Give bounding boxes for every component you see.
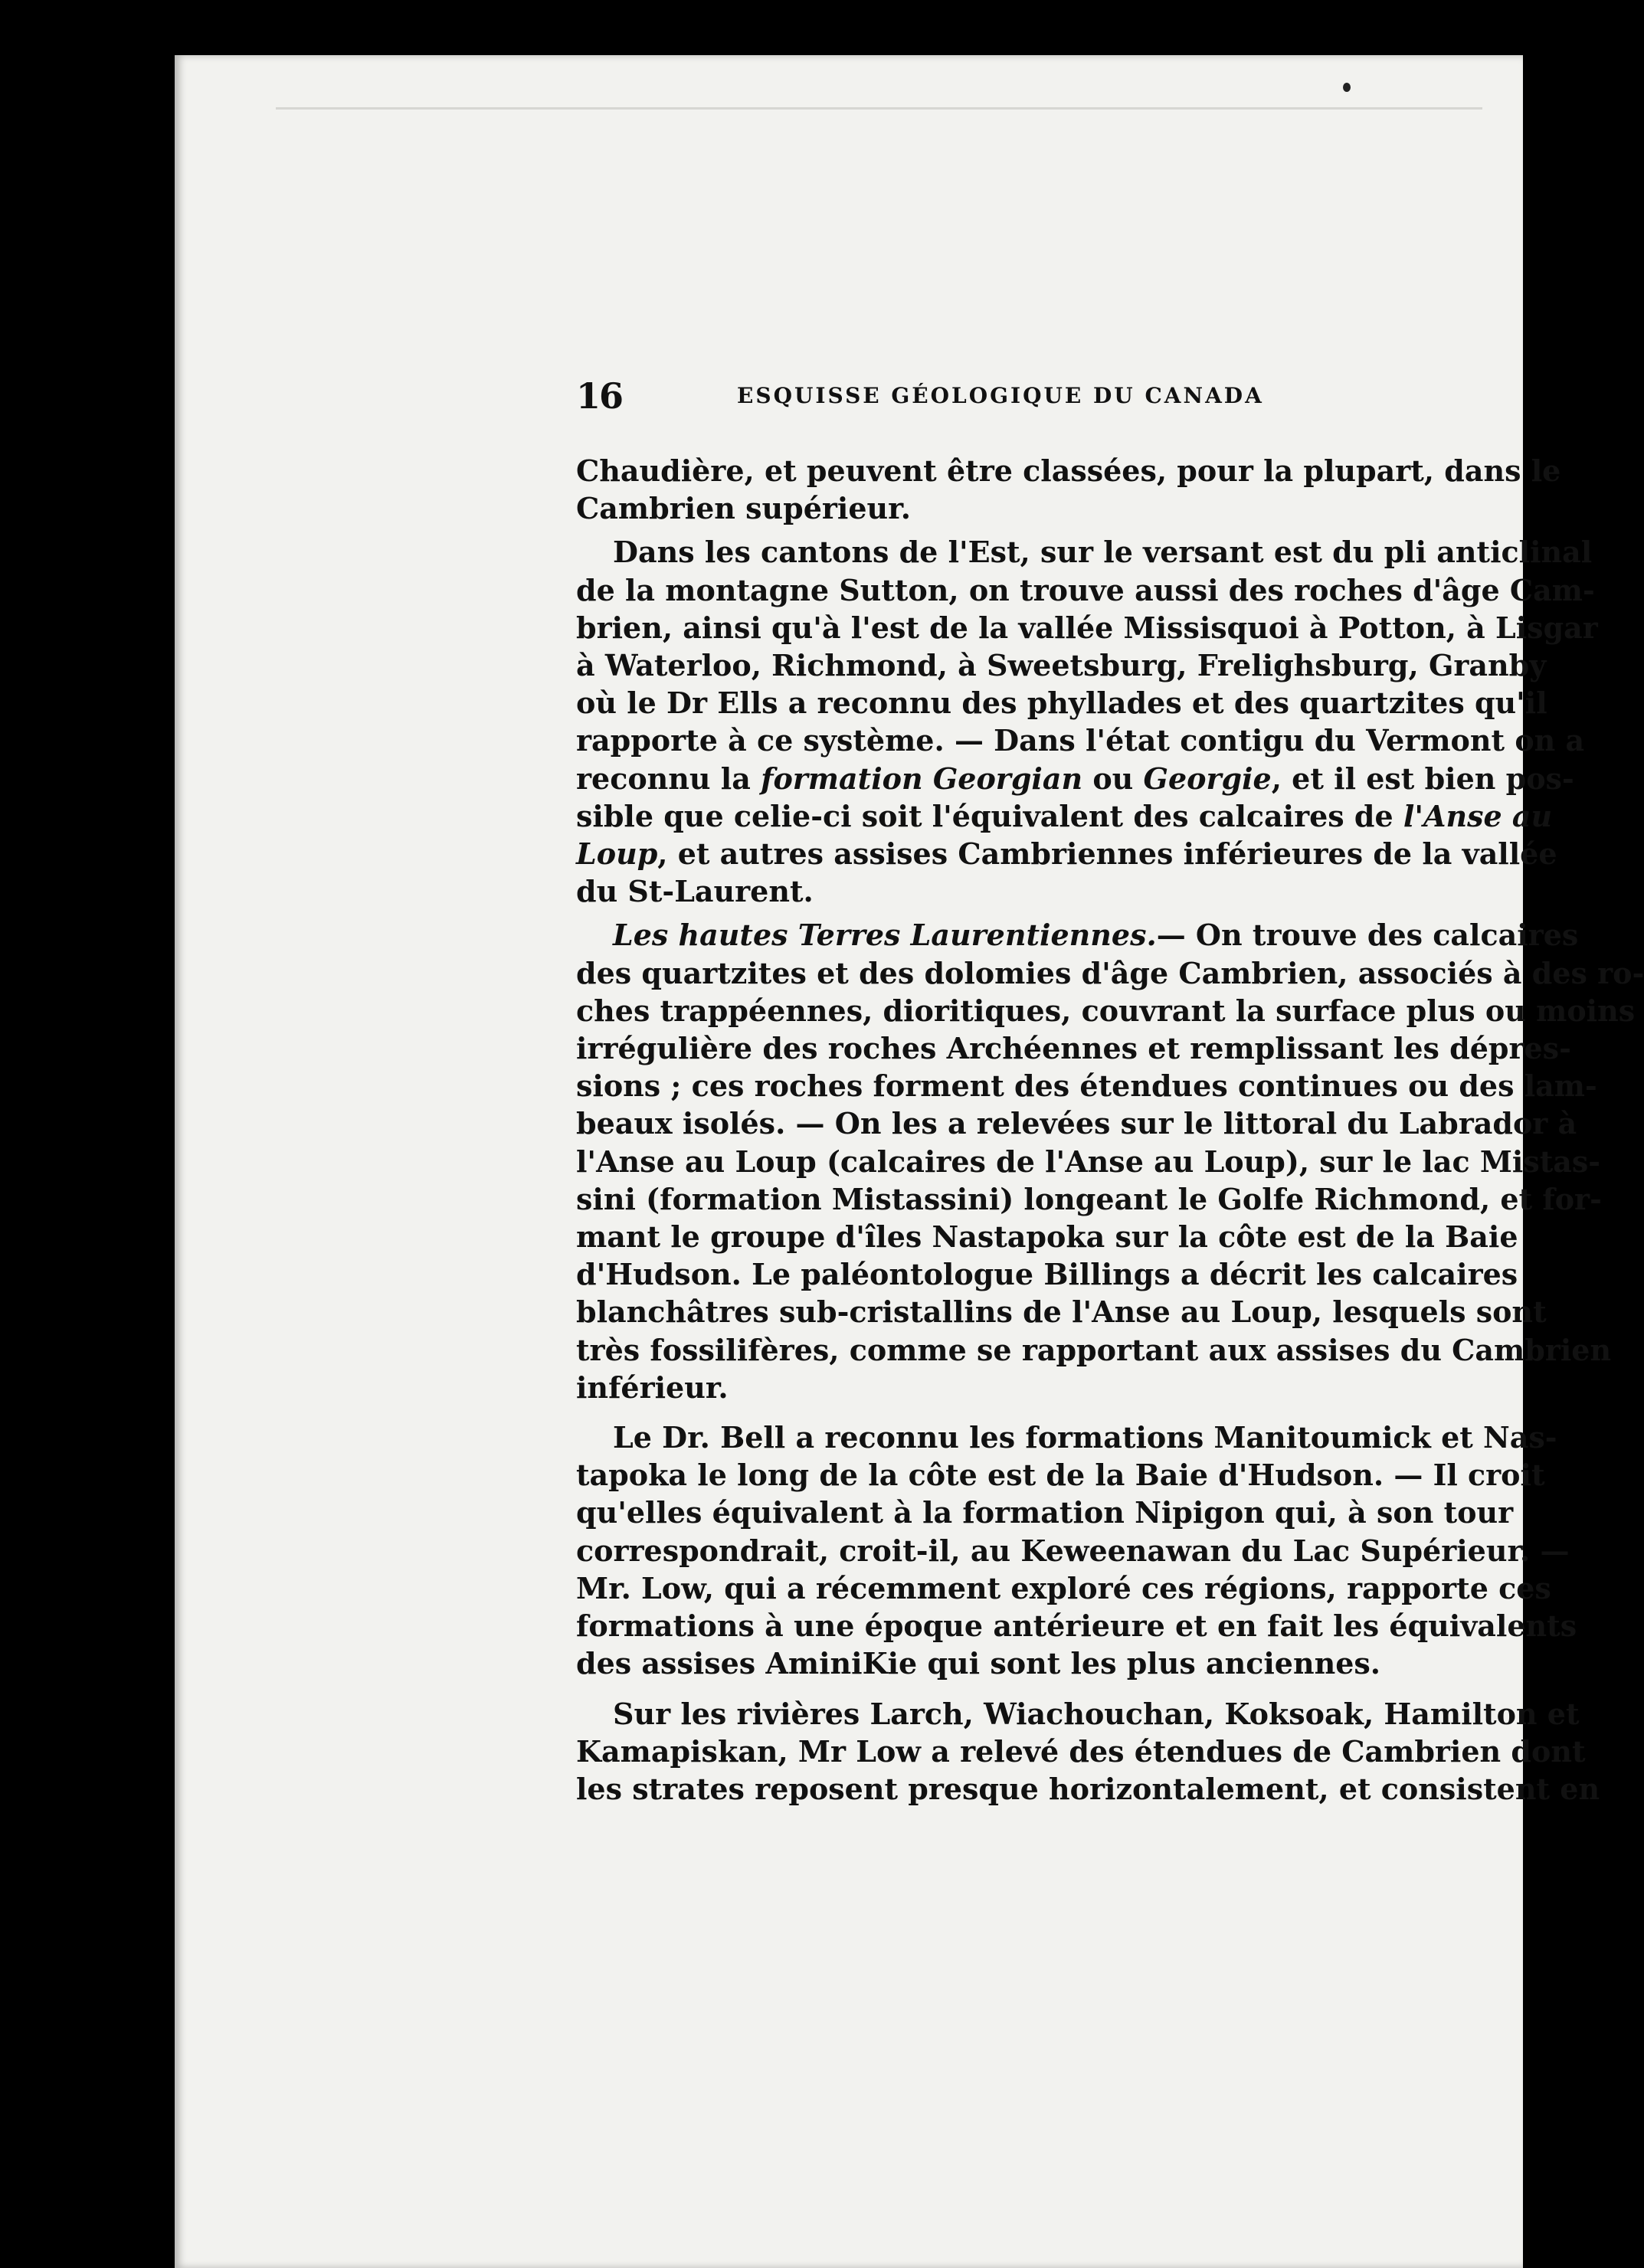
italic-run: formation Georgian (761, 761, 1083, 796)
italic-run: Loup (576, 836, 658, 872)
italic-run: Les hautes Terres Laurentiennes. (613, 918, 1157, 953)
text-line: beaux isolés. — On les a relevées sur le littoral du Labrador à (576, 1106, 1577, 1141)
text-line: où le Dr Ells a reconnu des phyllades et des quartzites qu'il (576, 686, 1547, 721)
text-line: correspondrait, croit-il, au Keweenawan du Lac Supérieur. — (576, 1533, 1570, 1568)
text-line: irrégulière des roches Archéennes et remplissant les dépres- (576, 1031, 1571, 1066)
text-line: rapporte à ce système. — Dans l'état contigu du Vermont on a (576, 723, 1585, 758)
text-line: du St-Laurent. (576, 874, 814, 909)
text-line: sions ; ces roches forment des étendues continues ou des lam- (576, 1069, 1597, 1104)
text-line: mant le groupe d'îles Nastapoka sur la côte est de la Baie (576, 1219, 1518, 1255)
text-line: des quartzites et des dolomies d'âge Cambrien, associés à des ro- (576, 955, 1644, 990)
text-line (576, 916, 1579, 954)
text-run: sible que celie-ci soit l'équivalent des calcaires de (576, 798, 1403, 833)
text-run: — On trouve des calcaires (1156, 918, 1579, 953)
page-edge-line (276, 107, 1482, 110)
text-line (576, 760, 1574, 797)
text-line: brien, ainsi qu'à l'est de la vallée Missisquoi à Potton, à Lisgar (576, 610, 1598, 645)
scan-speck (1343, 83, 1351, 92)
text-run: reconnu la (576, 761, 761, 796)
text-line: Le Dr. Bell a reconnu les formations Manitoumick et Nas- (613, 1420, 1557, 1455)
text-line: qu'elles équivalent à la formation Nipigon qui, à son tour (576, 1495, 1514, 1530)
text-run: , et autres assises Cambriennes inférieures de la vallée (657, 836, 1557, 872)
text-line: Mr. Low, qui a récemment exploré ces régions, rapporte ces (576, 1570, 1551, 1605)
italic-run: Georgie (1143, 761, 1272, 796)
text-line: de la montagne Sutton, on trouve aussi des roches d'âge Cam- (576, 572, 1595, 607)
page-header (576, 375, 1482, 417)
running-title: ESQUISSE GÉOLOGIQUE DU CANADA (737, 383, 1264, 408)
text-line: Sur les rivières Larch, Wiachouchan, Koksoak, Hamilton et (613, 1696, 1580, 1731)
text-line: ches trappéennes, dioritiques, couvrant la surface plus ou moins (576, 993, 1636, 1028)
text-line: Kamapiskan, Mr Low a relevé des étendues de Cambrien dont (576, 1733, 1586, 1769)
text-line: d'Hudson. Le paléontologue Billings a décrit les calcaires (576, 1257, 1518, 1292)
italic-run: l'Anse au (1403, 798, 1553, 833)
text-line: des assises AminiKie qui sont les plus anciennes. (576, 1646, 1381, 1681)
text-line: tapoka le long de la côte est de la Baie d'Hudson. — Il croit (576, 1458, 1545, 1493)
page-number: 16 (576, 375, 623, 417)
text-line: inférieur. (576, 1370, 729, 1405)
text-line (576, 797, 1553, 835)
text-line (576, 835, 1557, 872)
text-line: les strates reposent presque horizontalement, et consistent en (576, 1771, 1600, 1806)
text-line: sini (formation Mistassini) longeant le Golfe Richmond, et for- (576, 1181, 1602, 1216)
text-run: , et il est bien pos- (1271, 761, 1574, 796)
text-line: à Waterloo, Richmond, à Sweetsburg, Frelighsburg, Granby (576, 648, 1547, 683)
text-line: Dans les cantons de l'Est, sur le versant est du pli anticlinal (613, 535, 1593, 570)
body-text (576, 452, 1644, 2214)
text-line: Chaudière, et peuvent être classées, pour la plupart, dans le (576, 453, 1561, 488)
text-line: blanchâtres sub-cristallins de l'Anse au Loup, lesquels sont (576, 1294, 1547, 1330)
text-line: l'Anse au Loup (calcaires de l'Anse au Loup), sur le lac Mistas- (576, 1144, 1601, 1179)
text-run: ou (1082, 761, 1144, 796)
text-line: formations à une époque antérieure et en fait les équivalents (576, 1609, 1577, 1644)
text-line: Cambrien supérieur. (576, 491, 911, 526)
text-line: très fossilifères, comme se rapportant aux assises du Cambrien (576, 1332, 1612, 1367)
